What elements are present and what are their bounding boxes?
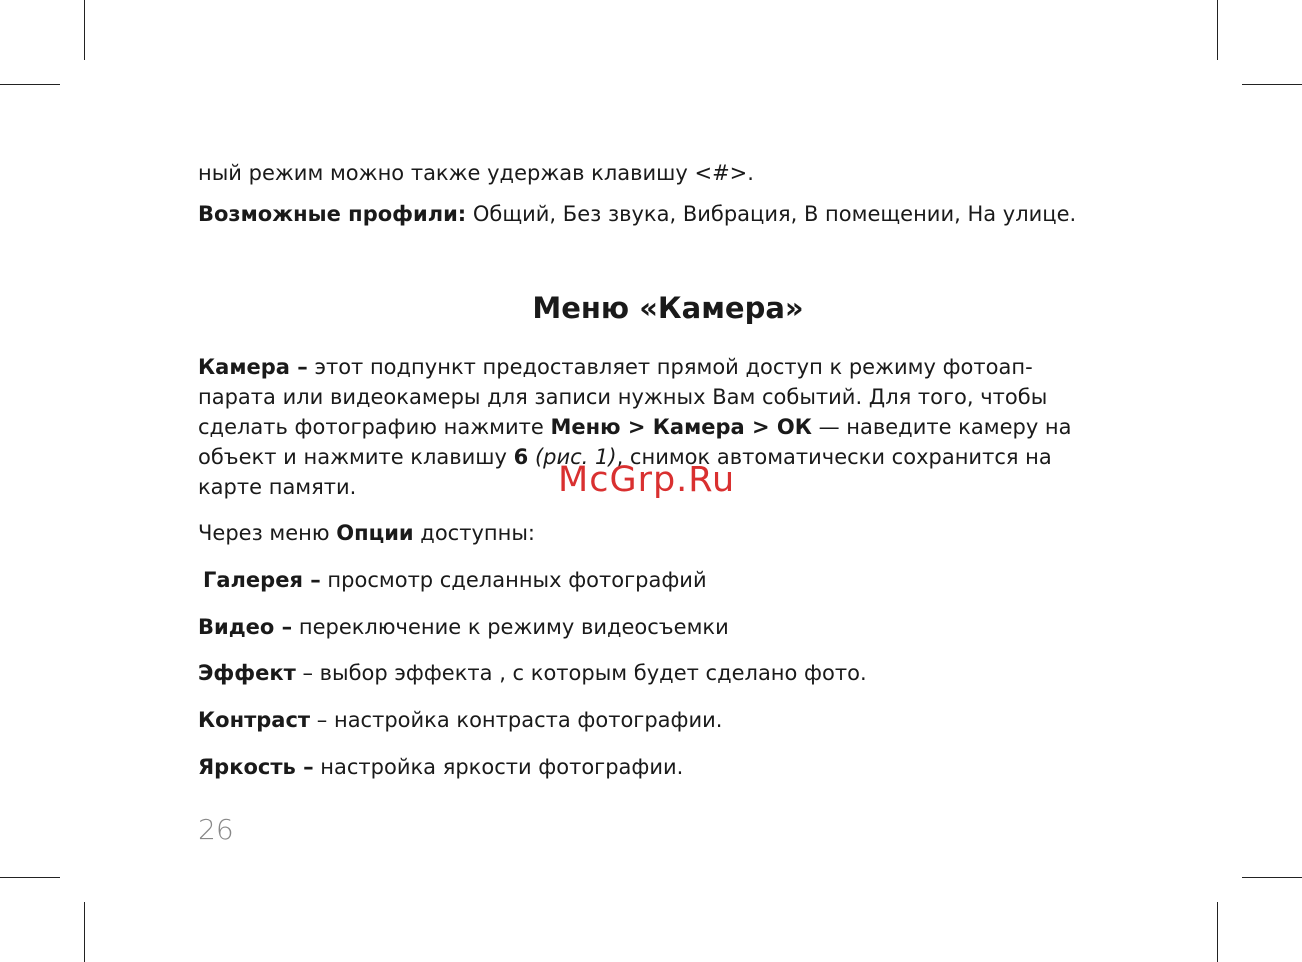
option-label: Видео – — [198, 615, 293, 639]
option-text: настройка яркости фотографии. — [313, 755, 684, 779]
profiles-label: Возможные профили: — [198, 202, 467, 226]
camera-text: этот подпункт предоставляет прямой доступ к режиму фотоап- — [307, 355, 1033, 379]
crop-mark — [1242, 877, 1302, 878]
option-label: Эффект — [198, 661, 296, 685]
camera-text: карте памяти. — [198, 475, 357, 499]
camera-line-1 — [198, 352, 1128, 382]
camera-line-2 — [198, 382, 1128, 412]
paragraph-mode — [198, 158, 1128, 188]
crop-mark — [0, 84, 60, 85]
camera-text: — наведите камеру на — [811, 415, 1072, 439]
crop-mark — [0, 877, 60, 878]
option-item-gallery — [203, 565, 1133, 595]
figure-ref: (рис. 1) — [528, 445, 617, 469]
options-label: Опции — [336, 521, 414, 545]
option-text: – выбор эффекта , с которым будет сделано фото. — [295, 661, 867, 685]
crop-mark — [84, 0, 85, 60]
option-text: – настройка контраста фотографии. — [310, 708, 723, 732]
option-text: переключение к режиму видеосъемки — [292, 615, 729, 639]
option-item-effect — [198, 658, 1128, 688]
option-label: Галерея – — [203, 568, 321, 592]
option-label: Яркость – — [198, 755, 314, 779]
section-heading: Меню «Камера» — [532, 291, 804, 325]
option-item-video — [198, 612, 1128, 642]
option-label: Контраст — [198, 708, 311, 732]
camera-text: сделать фотографию нажмите — [198, 415, 551, 439]
crop-mark — [1217, 0, 1218, 60]
paragraph-profiles — [198, 199, 1128, 229]
crop-mark — [1217, 902, 1218, 962]
option-text: просмотр сделанных фотографий — [320, 568, 707, 592]
camera-line-3 — [198, 412, 1128, 442]
option-item-contrast — [198, 705, 1128, 735]
profiles-text: Общий, Без звука, Вибрация, В помещении, На улице. — [466, 202, 1077, 226]
page-number: 26 — [198, 813, 234, 846]
camera-text: , снимок автоматически сохранится на — [616, 445, 1052, 469]
key-label: 6 — [513, 445, 529, 469]
camera-label: Камера – — [198, 355, 308, 379]
menu-path: Меню > Камера > ОК — [550, 415, 812, 439]
mode-text: ный режим можно также удержав клавишу <#>. — [198, 161, 754, 185]
options-text: доступны: — [413, 521, 535, 545]
option-item-brightness — [198, 752, 1128, 782]
watermark: McGrp.Ru — [558, 460, 736, 500]
crop-mark — [1242, 84, 1302, 85]
options-line — [198, 518, 1128, 548]
options-text: Через меню — [198, 521, 337, 545]
camera-text: парата или видеокамеры для записи нужных Вам событий. Для того, чтобы — [198, 385, 1048, 409]
camera-text: объект и нажмите клавишу — [198, 445, 514, 469]
crop-mark — [84, 902, 85, 962]
